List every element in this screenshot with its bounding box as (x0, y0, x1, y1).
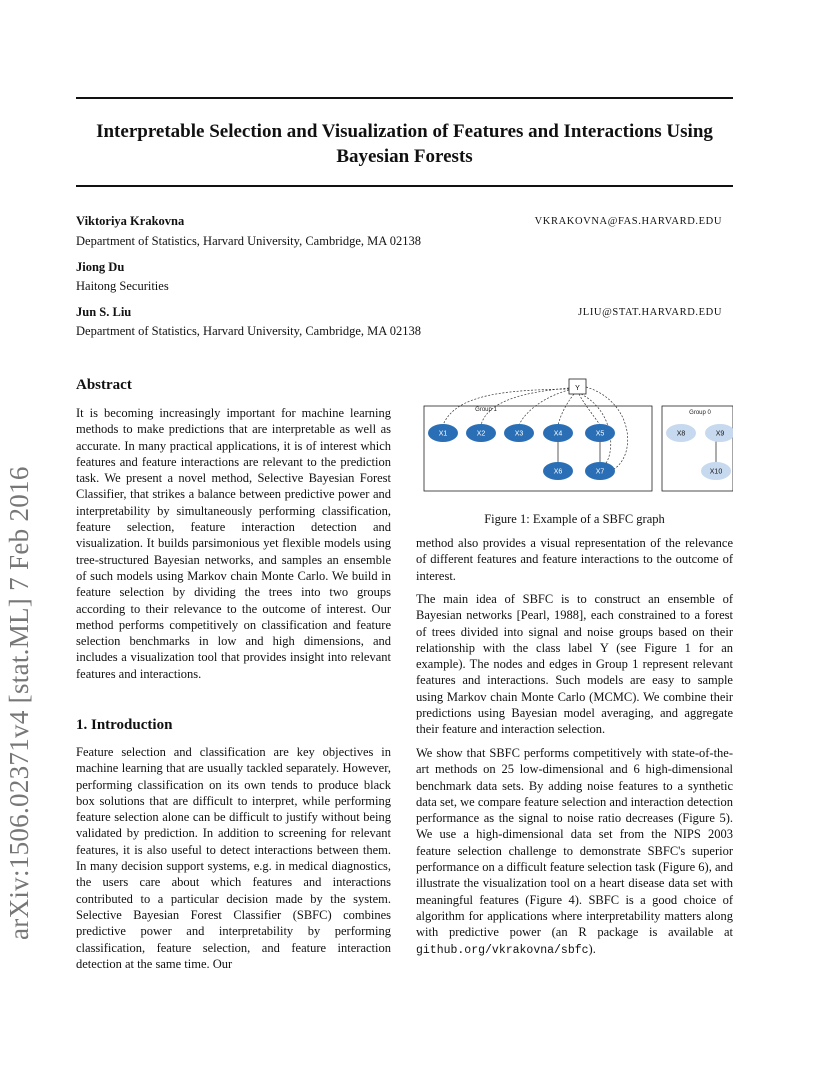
author-email-3[interactable]: JLIU@STAT.HARVARD.EDU (578, 307, 722, 318)
node-label-x6: X6 (553, 468, 563, 476)
node-label-x2: X2 (476, 430, 486, 438)
intro-heading: 1. Introduction (76, 717, 173, 733)
figure-caption: Figure 1: Example of a SBFC graph (484, 512, 665, 526)
group0-label: Group 0 (689, 410, 711, 416)
group1-box (424, 406, 652, 491)
author-email-1[interactable]: VKRAKOVNA@FAS.HARVARD.EDU (534, 216, 722, 227)
author-affiliation-1: Department of Statistics, Harvard University, Cambridge, MA 02138 (76, 234, 421, 248)
right-paragraph-2 (416, 745, 733, 959)
author-name-1: Viktoriya Krakovna (76, 214, 185, 228)
node-label-x10: X10 (709, 468, 723, 476)
group1-label: Group 1 (475, 407, 497, 413)
github-link[interactable]: github.org/vkrakovna/sbfc (416, 943, 589, 957)
title-rule-bottom (76, 185, 733, 187)
right-paragraph-2-end: ). (588, 941, 596, 956)
right-paragraph-0: method also provides a visual representation of the relevance of different features and feature interactions to the outcome of interest. (416, 536, 733, 583)
author-affiliation-3: Department of Statistics, Harvard University, Cambridge, MA 02138 (76, 324, 421, 338)
node-label-x3: X3 (514, 430, 524, 438)
class-node-label: Y (575, 385, 580, 392)
sbfc-graph-figure (416, 372, 733, 497)
node-label-x8: X8 (676, 430, 686, 438)
node-label-x1: X1 (438, 430, 448, 438)
title-rule-top (76, 97, 733, 99)
intro-paragraph: Feature selection and classification are key objectives in machine learning that are usually tackled separately. However, performing classification on its own tends to produce black box solutions that are difficult to interpret, while performing feature selection alone can be difficult to justify without being validated by prediction. In addition to screening for relevant features, it is also useful to detect interactions between them. In many decision support systems, e.g. in medical diagnostics, the users care about which features and interactions contributed to a particular decision made by the system. Selective Bayesian Forest Classifier (SBFC) combines predictive power and interpretability by performing classification, feature selection, and feature interaction detection at the same time. Our (76, 745, 391, 971)
node-label-x7: X7 (595, 468, 605, 476)
author-name-2: Jiong Du (76, 260, 125, 274)
abstract-text: It is becoming increasingly important for machine learning methods to make predictions that are interpretable as well as accurate. In many practical applications, it is of interest which features and feature interactions are relevant to the prediction task. We present a novel method, Selective Bayesian Forest Classifier, that strikes a balance between predictive power and interpretability by simultaneously performing classification, feature selection, feature interaction detection and visualization. It builds parsimonious yet flexible models using tree-structured Bayesian networks, and samples an ensemble of such models using Markov chain Monte Carlo. We build in feature selection by dividing the trees into two groups according to their relevance to the outcome of interest. Our method performs competitively on classification and feature selection benchmarks in low and high dimensions, and includes a visualization tool that provides insight into relevant features and interactions. (76, 406, 391, 681)
abstract-heading: Abstract (76, 377, 132, 393)
group1-nodes (428, 424, 615, 480)
right-paragraph-2-text: We show that SBFC performs competitively with state-of-the-art methods on 25 low-dimensional and 6 high-dimensional benchmark data sets. By adding noise features to a synthetic data set, we compare feature selection and interaction detection performance as the signal to noise ratio decreases (Figure 5). We use a high-dimensional data set from the NIPS 2003 feature selection challenge to demonstrate SBFC's superior performance on a difficult feature selection task (Figure 6), and illustrate the visualization tool on a heart disease data set with meaningful features (Figure 4). SBFC is a good choice of algorithm for applications where interpretability matters along with predictive power (an R package is available at (416, 746, 734, 940)
arxiv-stamp: arXiv:1506.02371v4 [stat.ML] 7 Feb 2016 (4, 466, 34, 940)
node-label-x9: X9 (715, 430, 725, 438)
paper-title: Interpretable Selection and Visualization of Features and Interactions Using Bayesian Forests (96, 121, 713, 167)
tree-edges (558, 441, 716, 463)
right-paragraph-1: The main idea of SBFC is to construct an ensemble of Bayesian networks [Pearl, 1988], each constrained to a forest of trees divided into signal and noise groups based on their relationship with the class label Y (see Figure 1 for an example). The nodes and edges in Group 1 represent relevant features and interactions. Such models are easy to sample using Markov chain Monte Carlo (MCMC). We combine their predictions using Bayesian model averaging, and aggregate their feature and interaction selection. (416, 592, 733, 737)
author-name-3: Jun S. Liu (76, 305, 132, 319)
author-affiliation-2: Haitong Securities (76, 279, 169, 293)
group0-nodes (666, 424, 733, 480)
node-label-x4: X4 (553, 430, 563, 438)
node-label-x5: X5 (595, 430, 605, 438)
